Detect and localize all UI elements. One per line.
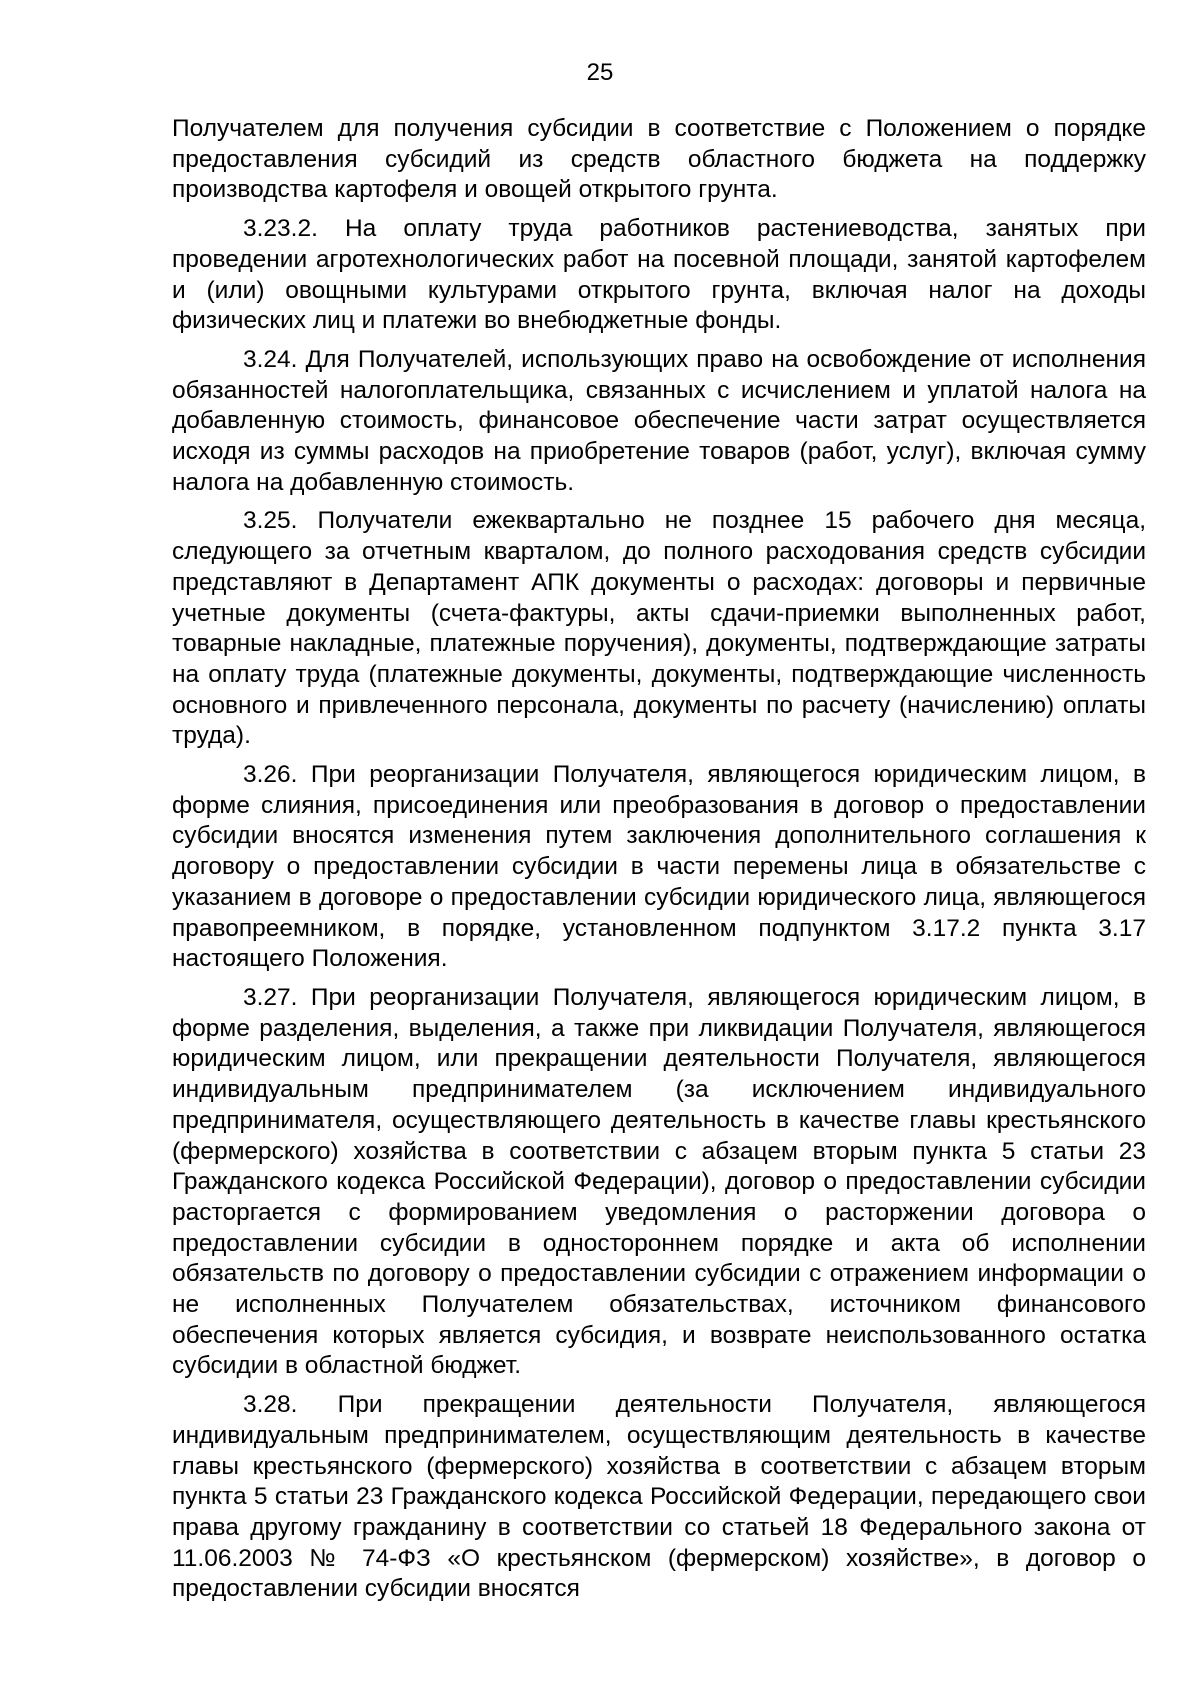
document-body xyxy=(172,114,1146,1605)
paragraph-continuation: Получателем для получения субсидии в соответствие с Положением о порядке предоставления субсидий из средств областного бюджета на поддержку производства картофеля и овощей открытого грунта. xyxy=(172,115,1146,204)
paragraph-3-25: 3.25. Получатели ежеквартально не позднее 15 рабочего дня месяца, следующего за отчетным кварталом, до полного расходования средств субсидии представляют в Департамент АПК документы о расходах: договоры и первичные учетные документы (счета-фактуры, акты сдачи-приемки выполненных работ, товарные накладные, платежные поручения), документы, подтверждающие затраты на оплату труда (платежные документы, документы, подтверждающие численность основного и привлеченного персонала, документы по расчету (начислению) оплаты труда). xyxy=(172,507,1146,750)
paragraph-3-28: 3.28. При прекращении деятельности Получателя, являющегося индивидуальным предпринимателем, осуществляющим деятельность в качестве главы крестьянского (фермерского) хозяйства в соответствии с абзацем вторым пункта 5 статьи 23 Гражданского кодекса Российской Федерации, передающего свои права другому гражданину в соответствии со статьей 18 Федерального закона от 11.06.2003 № 74-ФЗ «О крестьянском (фермерском) хозяйстве», в договор о предоставлении субсидии вносятся xyxy=(172,1391,1146,1603)
paragraph-3-24: 3.24. Для Получателей, использующих право на освобождение от исполнения обязанностей налогоплательщика, связанных с исчислением и уплатой налога на добавленную стоимость, финансовое обеспечение части затрат осуществляется исходя из суммы расходов на приобретение товаров (работ, услуг), включая сумму налога на добавленную стоимость. xyxy=(172,345,1146,496)
paragraph-3-26: 3.26. При реорганизации Получателя, являющегося юридическим лицом, в форме слияния, присоединения или преобразования в договор о предоставлении субсидии вносятся изменения путем заключения дополнительного соглашения к договору о предоставлении субсидии в части перемены лица в обязательстве с указанием в договоре о предоставлении субсидии юридического лица, являющегося правопреемником, в порядке, установленном подпунктом 3.17.2 пункта 3.17 настоящего Положения. xyxy=(172,761,1146,973)
paragraph-3-27: 3.27. При реорганизации Получателя, являющегося юридическим лицом, в форме разделения, выделения, а также при ликвидации Получателя, являющегося юридическим лицом, или прекращении деятельности Получателя, являющегося индивидуальным предпринимателем (за исключением индивидуального предпринимателя, осуществляющего деятельность в качестве главы крестьянского (фермерского) хозяйства в соответствии с абзацем вторым пункта 5 статьи 23 Гражданского кодекса Российской Федерации), договор о предоставлении субсидии расторгается с формированием уведомления о расторжении договора о предоставлении субсидии в одностороннем порядке и акта об исполнении обязательств по договору о предоставлении субсидии с отражением информации о не исполненных Получателем обязательствах, источником финансового обеспечения которых является субсидия, и возврате неиспользованного остатка субсидии в областной бюджет. xyxy=(172,983,1146,1380)
page-number: 25 xyxy=(586,59,614,86)
paragraph-3-23-2: 3.23.2. На оплату труда работников растениеводства, занятых при проведении агротехнологических работ на посевной площади, занятой картофелем и (или) овощными культурами открытого грунта, включая налог на доходы физических лиц и платежи во внебюджетные фонды. xyxy=(172,215,1146,335)
